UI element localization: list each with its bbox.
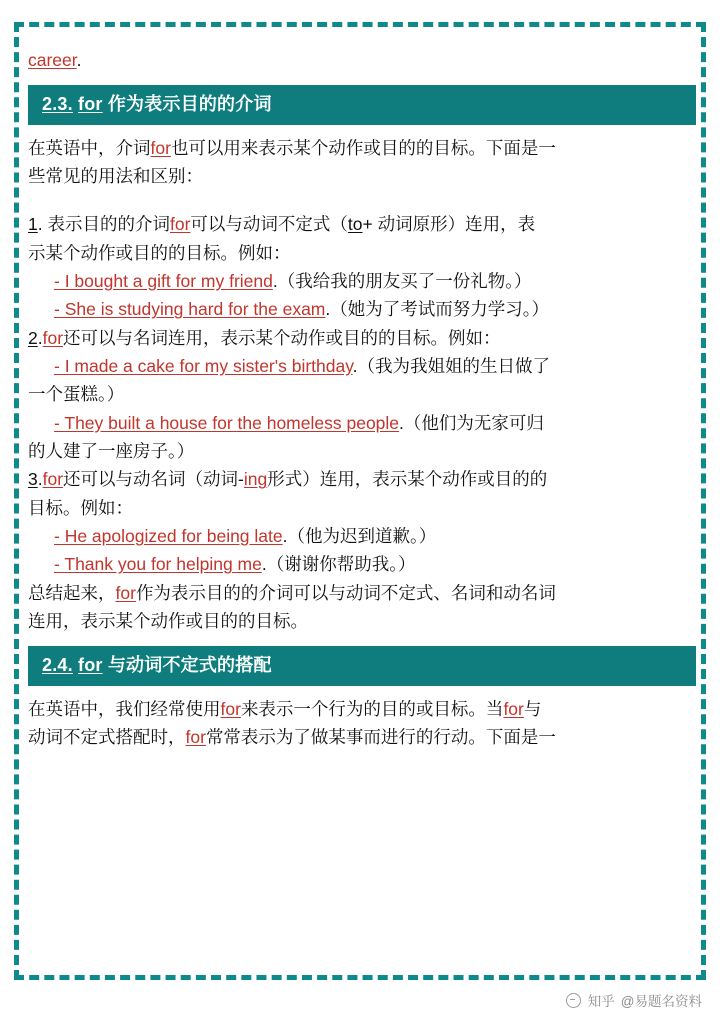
zhihu-brand-label: 知乎 xyxy=(587,994,615,1009)
intro-text-a: 在英语中，介词 xyxy=(28,137,151,158)
zhihu-mark-icon xyxy=(566,993,581,1008)
example-period: . xyxy=(261,554,267,575)
example-chinese: （谢谢你帮助我。） xyxy=(266,554,416,575)
item-2-number: 2 xyxy=(28,327,38,348)
section-2-3-summary-line-1 xyxy=(28,579,696,607)
item-2-example-2-line-2 xyxy=(28,437,696,465)
example-english: - Thank you for helping me xyxy=(54,554,262,575)
section-2-4-intro-line-2 xyxy=(28,723,696,751)
item-3-text-a: . xyxy=(37,469,43,490)
example-period: . xyxy=(352,355,358,376)
intro-text-a: 在英语中，我们经常使用 xyxy=(28,698,221,719)
summary-text-a: 总结起来， xyxy=(28,582,116,603)
section-2-3-intro-line-2 xyxy=(28,162,696,190)
example-chinese: （她为了考试而努力学习。） xyxy=(330,299,550,320)
footer-watermark xyxy=(0,982,720,1018)
watermark-text: @易题名资料 xyxy=(620,994,702,1009)
zhihu-logo xyxy=(566,990,615,1010)
section-2-3-intro-line-1 xyxy=(28,134,696,162)
intro-text-c: 与 xyxy=(523,698,542,719)
item-2-line-1 xyxy=(28,324,696,352)
item-1-text-a: . 表示目的的介词 xyxy=(37,214,170,235)
section-heading-text: 作为表示目的的介词 xyxy=(107,94,272,115)
example-period: . xyxy=(325,299,331,320)
keyword-for: for xyxy=(115,582,136,603)
example-chinese-cont: 的人建了一座房子。） xyxy=(28,440,195,461)
summary-text-b: 作为表示目的的介词可以与动词不定式、名词和动名词 xyxy=(135,582,556,603)
summary-text-c: 连用，表示某个动作或目的的目标。 xyxy=(28,611,308,631)
item-2-text-a: . xyxy=(37,327,43,348)
keyword-for: for xyxy=(220,698,241,719)
keyword-for: for xyxy=(42,469,64,490)
top-fragment-period: . xyxy=(76,50,82,70)
example-english: - They built a house for the homeless people xyxy=(54,412,400,433)
document-content xyxy=(28,46,696,751)
keyword-for: for xyxy=(169,214,191,235)
example-english: - He apologized for being late xyxy=(54,525,283,546)
intro-text-b: 也可以用来表示某个动作或目的的目标。下面是一 xyxy=(170,137,556,158)
item-3-line-2 xyxy=(28,494,696,522)
intro-text-d: 动词不定式搭配时， xyxy=(28,726,186,747)
spacer xyxy=(28,190,696,210)
item-1-text-c: + 动词原形）连用，表 xyxy=(362,214,536,235)
section-2-4-intro-line-1 xyxy=(28,695,696,723)
example-chinese: （我为我姐姐的生日做了 xyxy=(357,355,551,376)
item-3-text-d: 目标。例如： xyxy=(28,497,133,518)
example-english: - I bought a gift for my friend xyxy=(54,270,273,291)
item-3-number: 3 xyxy=(28,469,38,490)
item-3-text-b: 还可以与动名词（动词- xyxy=(63,469,244,490)
section-heading-2-4 xyxy=(28,646,696,685)
keyword-for: for xyxy=(42,327,64,348)
section-number: 2.3. xyxy=(42,94,73,115)
top-fragment-word: career xyxy=(28,50,77,70)
item-3-example-2 xyxy=(28,550,696,578)
section-heading-2-3 xyxy=(28,85,696,124)
example-english: - She is studying hard for the exam xyxy=(54,299,326,320)
item-2-example-1-line-1 xyxy=(28,352,696,380)
section-heading-text: 与动词不定式的搭配 xyxy=(107,655,272,676)
example-period: . xyxy=(399,412,404,433)
keyword-for: for xyxy=(503,698,524,719)
item-1-example-2 xyxy=(28,295,696,323)
keyword-for: for xyxy=(185,726,206,747)
item-1-text-d: 示某个动作或目的的目标。例如： xyxy=(28,242,291,263)
example-period: . xyxy=(272,270,278,291)
top-fragment-line xyxy=(28,46,696,74)
example-chinese: （我给我的朋友买了一份礼物。） xyxy=(277,270,532,291)
item-1-line-2 xyxy=(28,239,696,267)
keyword-ing: ing xyxy=(243,469,268,490)
item-3-example-1 xyxy=(28,522,696,550)
intro-text-b: 来表示一个行为的目的或目标。当 xyxy=(240,698,504,719)
section-number: 2.4. xyxy=(42,655,73,676)
item-3-text-c: 形式）连用，表示某个动作或目的的 xyxy=(267,469,548,490)
item-1-example-1 xyxy=(28,267,696,295)
item-2-example-2-line-1 xyxy=(28,409,696,437)
section-keyword: for xyxy=(78,655,103,676)
example-period: . xyxy=(282,525,288,546)
item-2-example-1-line-2 xyxy=(28,380,696,408)
keyword-for: for xyxy=(150,137,171,158)
section-keyword: for xyxy=(78,94,103,115)
example-chinese: （他为迟到道歉。） xyxy=(287,525,437,546)
intro-text-c: 些常见的用法和区别： xyxy=(28,165,203,186)
section-2-3-summary-line-2 xyxy=(28,607,696,635)
item-2-text-b: 还可以与名词连用，表示某个动作或目的的目标。例如： xyxy=(63,327,501,348)
intro-text-e: 常常表示为了做某事而进行的行动。下面是一 xyxy=(205,726,556,747)
example-chinese: （他们为无家可归 xyxy=(403,412,544,433)
item-3-line-1 xyxy=(28,465,696,493)
item-1-number: 1 xyxy=(28,214,38,235)
keyword-to: to xyxy=(347,214,363,235)
example-chinese-cont: 一个蛋糕。） xyxy=(28,384,125,405)
item-1-text-b: 可以与动词不定式（ xyxy=(190,214,348,235)
item-1-line-1 xyxy=(28,210,696,238)
example-english: - I made a cake for my sister's birthday xyxy=(54,355,353,376)
